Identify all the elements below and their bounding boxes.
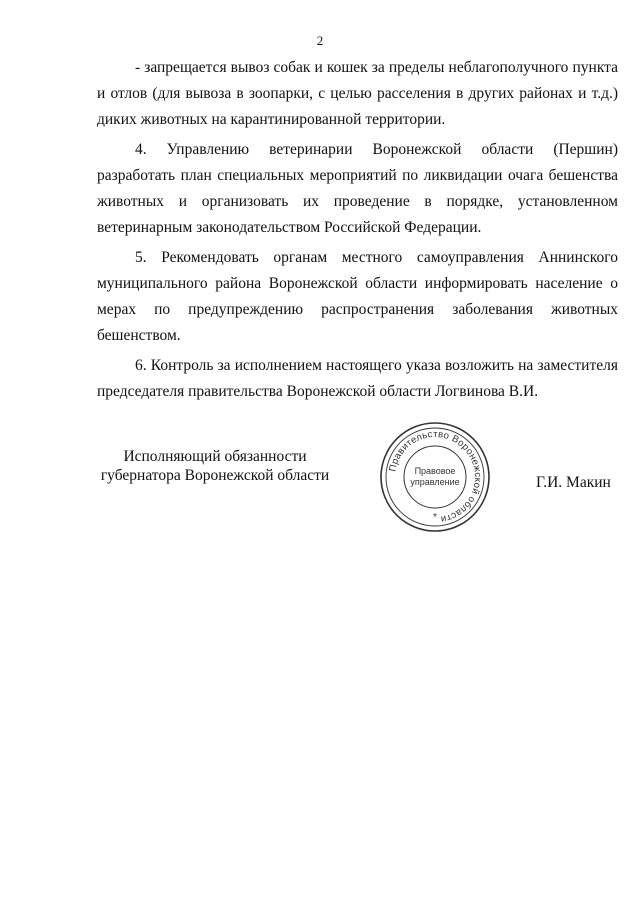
- paragraph-item-6: 6. Контроль за исполнением настоящего указа возложить на заместителя председателя правительства Воронежской области Логвинова В.И.: [97, 357, 618, 400]
- stamp-star-icon: *: [433, 512, 437, 523]
- stamp-outer-text: Правительство Воронежской области: [387, 428, 484, 525]
- stamp-seal-icon: [379, 421, 491, 533]
- stamp-inner-line-1: Правовое: [414, 466, 456, 476]
- stamp-inner-line-2: управление: [410, 477, 460, 487]
- signatory-position-line-1: Исполняющий обязанности: [123, 448, 307, 465]
- page-number: 2: [316, 33, 324, 48]
- paragraph-item-5: 5. Рекомендовать органам местного самоуправления Аннинского муниципального района Воронежской области информировать население о мерах по предупреждению распространения заболевания животных бешенством.: [97, 249, 618, 344]
- paragraph-item-4: 4. Управлению ветеринарии Воронежской области (Першин) разработать план специальных мероприятий по ликвидации очага бешенства животных и организовать их проведение в порядке, установленном ветеринарным законодательством Российской Федерации.: [97, 141, 618, 236]
- signatory-name: Г.И. Макин: [536, 474, 611, 491]
- document-body: [97, 55, 618, 409]
- signatory-position: [80, 447, 350, 485]
- signatory-position-line-2: губернатора Воронежской области: [100, 467, 330, 484]
- paragraph-dogs-cats-ban: - запрещается вывоз собак и кошек за пределы неблагополучного пункта и отлов (для вывоза в зоопарки, с целью расселения в других районах и т.д.) диких животных на карантинированной территории.: [97, 59, 618, 128]
- official-stamp: [379, 421, 491, 533]
